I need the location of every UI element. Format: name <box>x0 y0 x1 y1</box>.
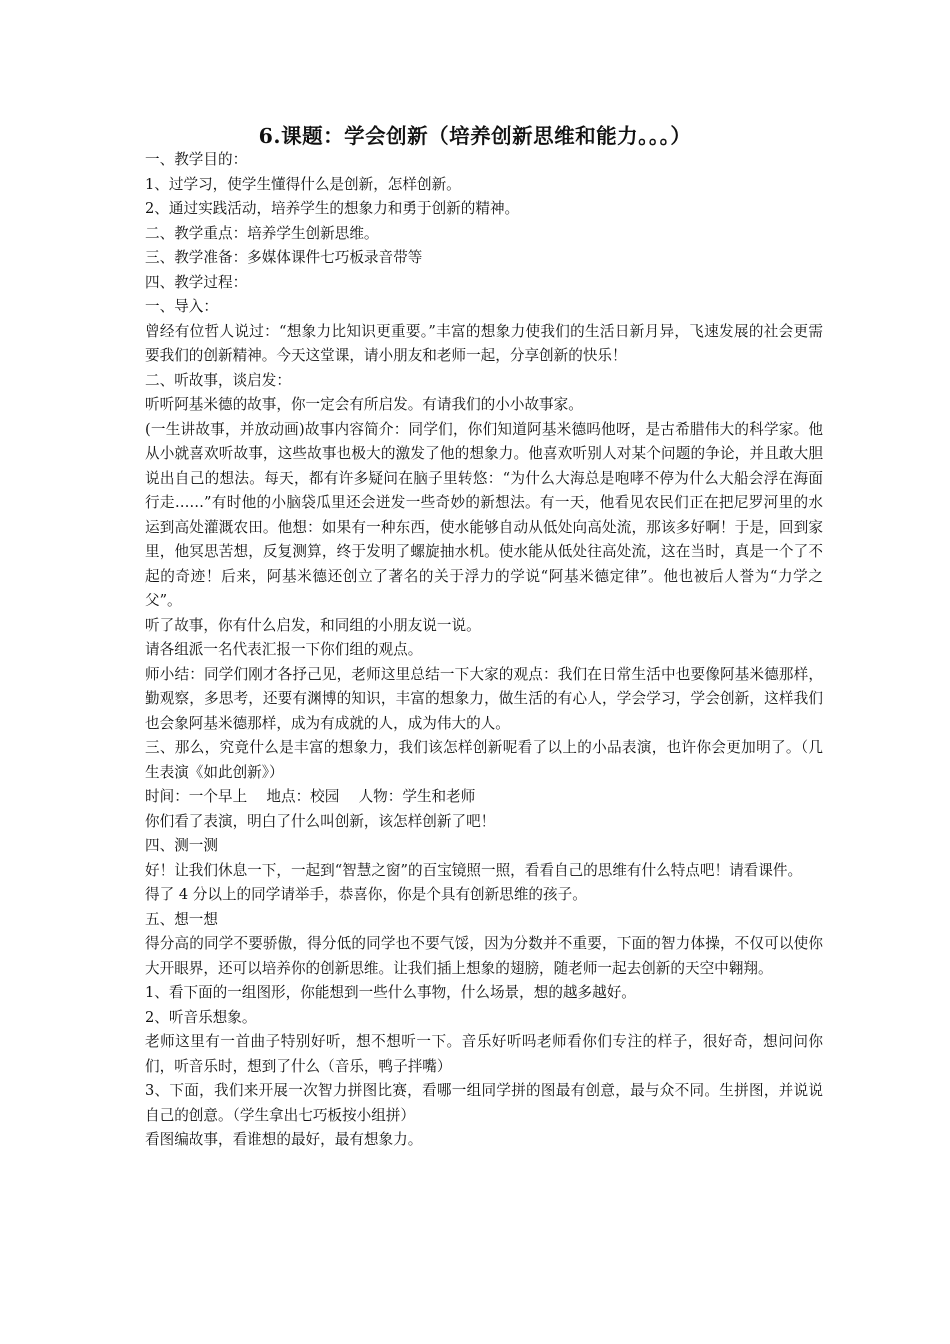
paragraph: 三、教学准备：多媒体课件七巧板录音带等 <box>145 249 423 266</box>
paragraph: 看图编故事，看谁想的最好，最有想象力。 <box>145 1131 423 1148</box>
paragraph: 五、想一想 <box>145 910 218 928</box>
paragraph: 2、通过实践活动，培养学生的想象力和勇于创新的精神。 <box>145 200 520 217</box>
paragraph: 四、测一测 <box>145 837 218 854</box>
paragraph: 四、教学过程： <box>145 273 248 291</box>
paragraph: 你们看了表演，明白了什么叫创新，该怎样创新了吧！ <box>145 812 496 830</box>
paragraph: 得分高的同学不要骄傲，得分低的同学也不要气馁，因为分数并不重要，下面的智力体操，不仅可以使你大开眼界，还可以培养你的创新思维。让我们插上想象的翅膀，随老师一起去创新的天空中翱翔。 <box>145 935 823 977</box>
paragraph: 1、过学习，使学生懂得什么是创新，怎样创新。 <box>145 175 461 193</box>
paragraph: 听了故事，你有什么启发，和同组的小朋友说一说。 <box>145 616 481 634</box>
paragraph: (一生讲故事，并放动画)故事内容简介：同学们，你们知道阿基米德吗他呀，是古希腊伟大的科学家。他从小就喜欢听故事，这些故事也极大的激发了他的想象力。他喜欢听别人对某个问题的争论，并且敢大胆说出自己的想法。每天，都有许多疑问在脑子里转悠：“为什么大海总是咆哮不停为什么大船会浮在海面行走……”有时他的小脑袋瓜里还会迸发一些奇妙的新想法。有一天，他看见农民们正在把尼罗河里的水运到高处灌溉农田。他想：如果有一种东西，使水能够自动从低处向高处流，那该多好啊！于是，回到家里，他冥思苦想，反复测算，终于发明了螺旋抽水机。使水能从低处往高处流，这在当时，真是一个了不起的奇迹！后来，阿基米德还创立了著名的关于浮力的学说“阿基米德定律”。他也被后人誉为“力学之父”。 <box>145 420 823 609</box>
paragraph: 2、听音乐想象。 <box>145 1008 257 1026</box>
paragraph: 二、教学重点：培养学生创新思维。 <box>145 224 379 242</box>
paragraph: 三、那么，究竟什么是丰富的想象力，我们该怎样创新呢看了以上的小品表演，也许你会更加明了。（几生表演《如此创新》） <box>145 739 823 781</box>
paragraph: 师小结：同学们刚才各抒己见，老师这里总结一下大家的观点：我们在日常生活中也要像阿基米德那样，勤观察，多思考，还要有渊博的知识，丰富的想象力，做生活的有心人，学会学习，学会创新，这样我们也会象阿基米德那样，成为有成就的人，成为伟大的人。 <box>145 665 823 732</box>
paragraph: 得了 4 分以上的同学请举手，恭喜你，你是个具有创新思维的孩子。 <box>145 886 587 903</box>
paragraph: 听听阿基米德的故事，你一定会有所启发。有请我们的小小故事家。 <box>145 396 583 413</box>
paragraph: 好！让我们休息一下，一起到“智慧之窗”的百宝镜照一照，看看自己的思维有什么特点吧！请看课件。 <box>145 861 803 879</box>
paragraph: 请各组派一名代表汇报一下你们组的观点。 <box>145 641 423 658</box>
paragraph: 3、下面，我们来开展一次智力拼图比赛，看哪一组同学拼的图最有创意，最与众不同。生拼图，并说说自己的创意。（学生拿出七巧板按小组拼） <box>145 1082 823 1124</box>
paragraph: 一、导入： <box>145 298 218 315</box>
paragraph: 曾经有位哲人说过：“想象力比知识更重要。”丰富的想象力使我们的生活日新月异，飞速发展的社会更需要我们的创新精神。今天这堂课，请小朋友和老师一起，分享创新的快乐！ <box>145 322 823 364</box>
paragraph: 一、教学目的： <box>145 151 248 168</box>
paragraph: 1、看下面的一组图形，你能想到一些什么事物，什么场景，想的越多越好。 <box>145 984 636 1001</box>
document-body <box>145 148 823 1153</box>
document-title: 6.课题：学会创新（培养创新思维和能力。。。） <box>258 124 692 148</box>
paragraph: 时间：一个早上 地点：校园 人物：学生和老师 <box>145 788 476 805</box>
paragraph: 老师这里有一首曲子特别好听，想不想听一下。音乐好听吗老师看你们专注的样子，很好奇，想问问你们，听音乐时，想到了什么（音乐，鸭子拌嘴） <box>145 1033 823 1075</box>
paragraph: 二、听故事，谈启发： <box>145 371 291 389</box>
